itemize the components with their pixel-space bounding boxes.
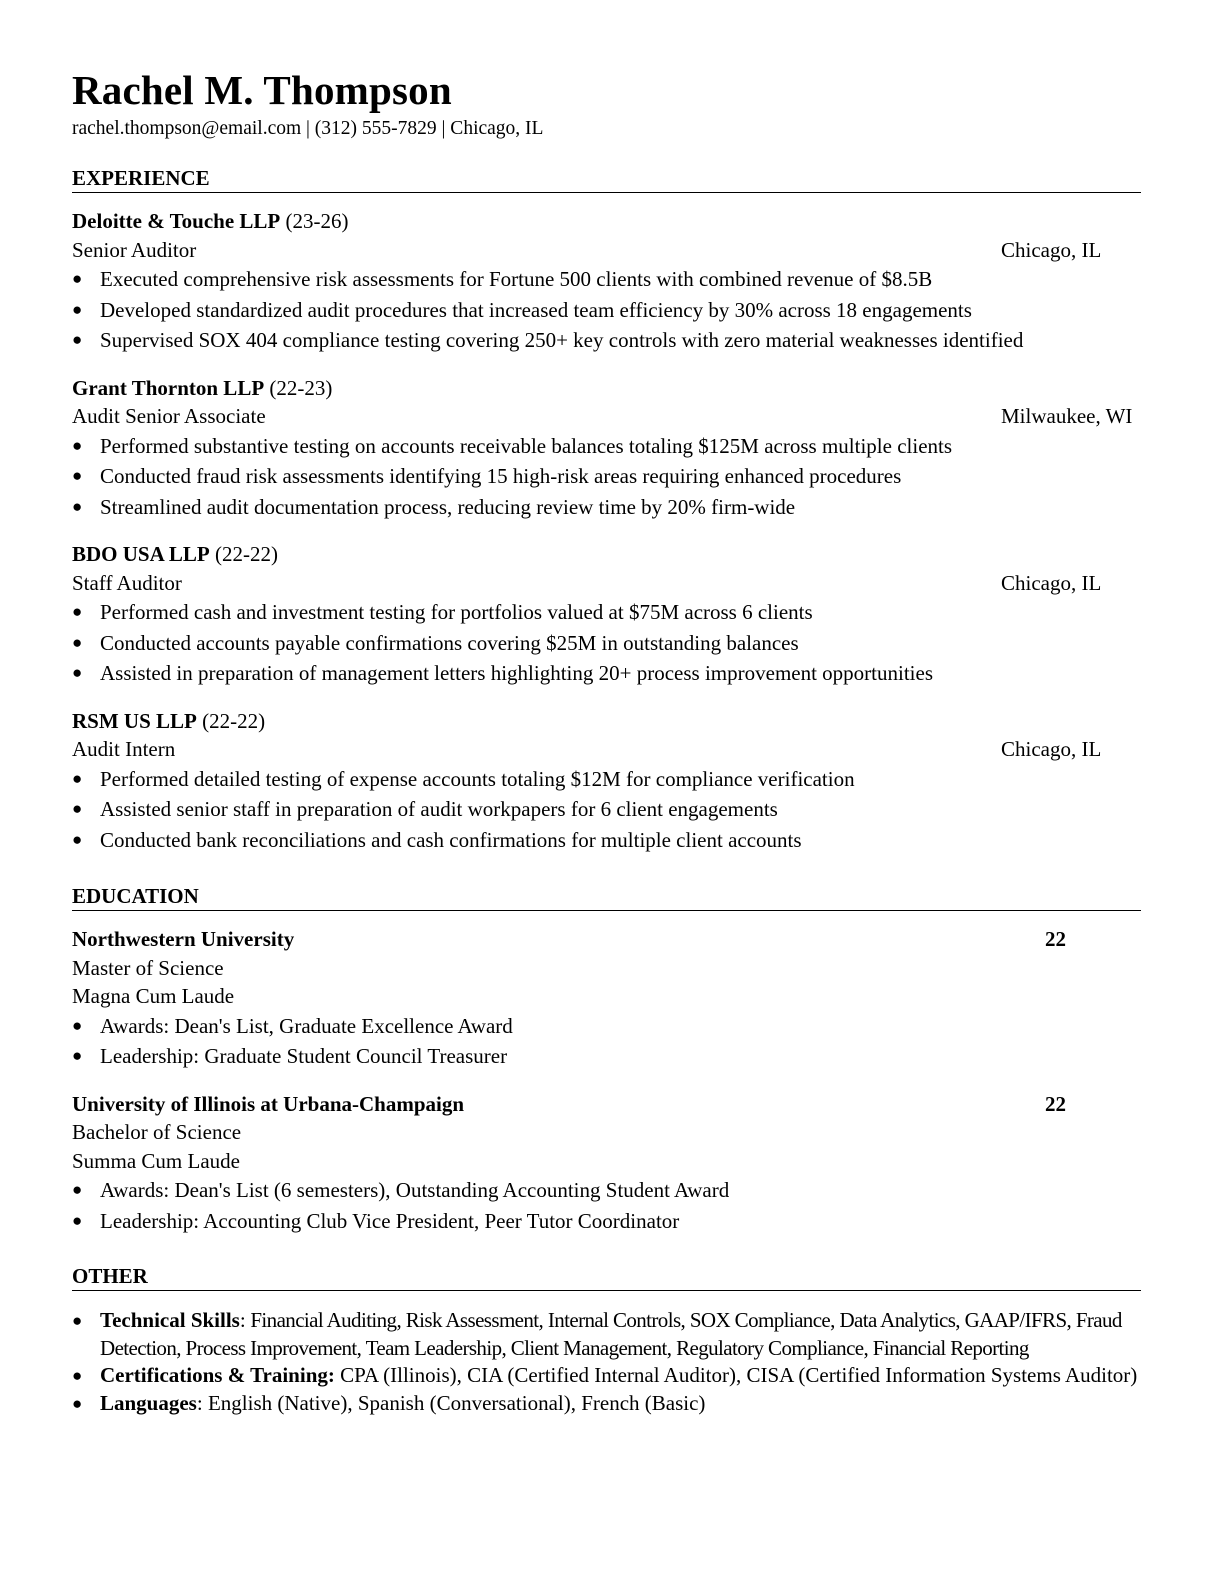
job-dates: (22-22): [202, 708, 266, 733]
job-bullets: [72, 597, 1141, 689]
resume-page: [72, 66, 1141, 1417]
degree: Bachelor of Science: [72, 1120, 242, 1144]
job-bullets: [72, 264, 1141, 356]
item-text: English (Native), Spanish (Conversational), French (Basic): [202, 1390, 706, 1415]
job-bullets: [72, 764, 1141, 856]
education-bullets: [72, 1175, 1141, 1236]
education-heading: EDUCATION: [72, 882, 1141, 911]
item-label: Technical Skills: [100, 1308, 240, 1332]
contact-line: rachel.thompson@email.com | (312) 555-7829 | Chicago, IL: [72, 118, 544, 139]
list-item: ● Conducted fraud risk assessments identifying 15 high-risk areas requiring enhanced procedures: [72, 461, 1141, 492]
item-label: Languages: [100, 1390, 197, 1415]
list-item: ● Awards: Dean's List (6 semesters), Outstanding Accounting Student Award: [72, 1175, 1141, 1206]
honors: Magna Cum Laude: [72, 984, 235, 1008]
other-list: [72, 1307, 1141, 1417]
job-dates: (23-26): [285, 209, 349, 233]
list-item: [72, 1390, 1141, 1418]
job-role: Audit Intern: [72, 737, 176, 761]
job-entry: [72, 540, 1141, 689]
list-item: ● Supervised SOX 404 compliance testing covering 250+ key controls with zero material weaknesses identified: [72, 325, 1141, 356]
job-location: Chicago, IL: [1001, 570, 1102, 595]
experience-heading: EXPERIENCE: [72, 164, 1141, 193]
school-name: University of Illinois at Urbana-Champaign: [72, 1091, 465, 1116]
item-text: Financial Auditing, Risk Assessment, Internal Controls, SOX Compliance, Data Analytics, GAAP/IFRS, Fraud Detection, Process Improvement, Team Leadership, Client Management, Regulatory Compliance, Financial Reporting: [100, 1308, 1122, 1360]
candidate-name: Rachel M. Thompson: [72, 67, 452, 113]
job-bullets: [72, 431, 1141, 523]
list-item: ● Leadership: Graduate Student Council Treasurer: [72, 1041, 1141, 1072]
job-role: Staff Auditor: [72, 570, 182, 595]
job-role: Senior Auditor: [72, 237, 197, 262]
school-name: Northwestern University: [72, 927, 295, 951]
education-entry: [72, 1090, 1141, 1237]
education-bullets: [72, 1011, 1141, 1072]
job-company: BDO USA LLP: [72, 542, 210, 566]
job-entry: [72, 707, 1141, 856]
list-item: [72, 1362, 1141, 1390]
list-item: ● Developed standardized audit procedures that increased team efficiency by 30% across 18 engagements: [72, 295, 1141, 326]
job-company: Deloitte & Touche LLP: [72, 209, 281, 233]
graduation-year: 22: [1045, 1091, 1066, 1116]
honors: Summa Cum Laude: [72, 1148, 240, 1173]
list-item: ● Performed cash and investment testing for portfolios valued at $75M across 6 clients: [72, 597, 1141, 628]
list-item: ● Awards: Dean's List, Graduate Excellence Award: [72, 1011, 1141, 1042]
list-item: ● Conducted bank reconciliations and cash confirmations for multiple client accounts: [72, 825, 1141, 856]
list-item: ● Streamlined audit documentation process, reducing review time by 20% firm-wide: [72, 492, 1141, 523]
job-location: Chicago, IL: [1001, 737, 1102, 761]
job-location: Milwaukee, WI: [1001, 404, 1133, 428]
list-item: ● Conducted accounts payable confirmations covering $25M in outstanding balances: [72, 628, 1141, 659]
list-item: [72, 1307, 1141, 1362]
job-entry: [72, 374, 1141, 523]
job-location: Chicago, IL: [1001, 237, 1102, 262]
job-dates: (22-23): [269, 375, 333, 400]
education-entry: [72, 925, 1141, 1072]
list-item: ● Assisted senior staff in preparation of audit workpapers for 6 client engagements: [72, 794, 1141, 825]
degree: Master of Science: [72, 955, 224, 980]
item-separator: :: [196, 1390, 203, 1415]
list-item: ● Executed comprehensive risk assessments for Fortune 500 clients with combined revenue of $8.5B: [72, 264, 1141, 295]
other-heading: OTHER: [72, 1262, 1141, 1291]
list-item: ● Performed detailed testing of expense accounts totaling $12M for compliance verification: [72, 764, 1141, 795]
job-dates: (22-22): [214, 542, 278, 566]
job-entry: [72, 207, 1141, 356]
list-item: ● Leadership: Accounting Club Vice President, Peer Tutor Coordinator: [72, 1206, 1141, 1237]
job-company: RSM US LLP: [72, 708, 197, 733]
list-item: ● Performed substantive testing on accounts receivable balances totaling $125M across multiple clients: [72, 431, 1141, 462]
job-role: Audit Senior Associate: [72, 404, 266, 428]
job-company: Grant Thornton LLP: [72, 375, 265, 400]
item-text: CPA (Illinois), CIA (Certified Internal Auditor), CISA (Certified Information Systems Auditor): [334, 1363, 1138, 1387]
list-item: ● Assisted in preparation of management letters highlighting 20+ process improvement opportunities: [72, 658, 1141, 689]
item-separator: :: [239, 1308, 246, 1332]
graduation-year: 22: [1045, 927, 1066, 951]
item-label: Certifications & Training:: [100, 1363, 335, 1387]
